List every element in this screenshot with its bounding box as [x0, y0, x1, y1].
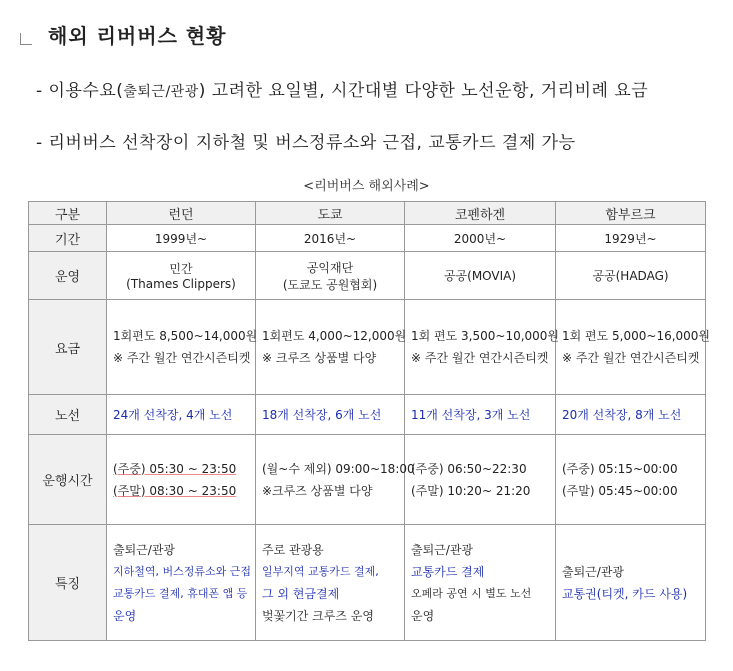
- cell-hours-hamburg: [556, 435, 706, 525]
- features-copenhagen-line4: 운영: [411, 608, 435, 623]
- features-tokyo-line1: 주로 관광용: [262, 542, 324, 557]
- bullet-pre: 이용수요(: [48, 81, 124, 101]
- hours-tokyo-line2: ※크루즈 상품별 다양: [262, 483, 373, 498]
- cell-fare-tokyo: [256, 300, 405, 395]
- header-copenhagen: 코펜하겐: [405, 202, 556, 225]
- cell-fare-london: [107, 300, 256, 395]
- riverbus-table: [28, 201, 711, 641]
- header-london: 런던: [107, 202, 256, 225]
- fare-hamburg-line2: ※ 주간 월간 연간시즌티켓: [562, 351, 700, 365]
- features-london-line3: 교통카드 결제, 휴대폰 앱 등: [113, 586, 248, 600]
- cell-route-tokyo: 18개 선착장, 6개 노선: [256, 395, 405, 435]
- row-label-features: 특징: [29, 525, 107, 641]
- cell-operation-copenhagen: 공공(MOVIA): [405, 252, 556, 300]
- row-route: [29, 395, 706, 435]
- operation-london-line1: 민간: [169, 262, 193, 276]
- fare-copenhagen-line2: ※ 주간 월간 연간시즌티켓: [411, 351, 549, 365]
- fare-copenhagen-line1: 1회 편도 3,500~10,000원: [411, 329, 560, 343]
- row-fare: [29, 300, 706, 395]
- hours-copenhagen-line2: (주말) 10:20~ 21:20: [411, 483, 531, 498]
- cell-route-hamburg: 20개 선착장, 8개 노선: [556, 395, 706, 435]
- bullet-post: ) 고려한 요일별, 시간대별 다양한 노선운항, 거리비례 요금: [198, 81, 649, 101]
- hours-copenhagen-line1: (주중) 06:50~22:30: [411, 461, 527, 476]
- cell-period-hamburg: 1929년~: [556, 225, 706, 252]
- features-tokyo-line3: 그 외 현금결제: [262, 586, 340, 601]
- row-features: [29, 525, 706, 641]
- features-tokyo-line2: 일부지역 교통카드 결제,: [262, 564, 379, 578]
- cell-route-london: 24개 선착장, 4개 노선: [107, 395, 256, 435]
- bullet-usage-demand: [36, 76, 648, 101]
- row-label-operation: 운영: [29, 252, 107, 300]
- operation-tokyo-line2: (도쿄도 공원협회): [282, 277, 378, 292]
- cell-period-copenhagen: 2000년~: [405, 225, 556, 252]
- heading-text: 해외 리버버스 현황: [48, 24, 227, 48]
- cell-fare-hamburg: [556, 300, 711, 395]
- cell-operation-tokyo: [256, 252, 405, 300]
- hours-tokyo-line1: (월~수 제외) 09:00~18:00: [262, 461, 415, 476]
- features-copenhagen-line3: 오페라 공연 시 별도 노선: [411, 586, 532, 600]
- operation-tokyo-line1: 공익재단: [306, 260, 354, 275]
- features-london-line1: 출퇴근/관광: [113, 542, 176, 557]
- bullet-proximity: - 리버버스 선착장이 지하철 및 버스정류소와 근접, 교통카드 결제 가능: [36, 133, 576, 153]
- fare-tokyo-line1: 1회편도 4,000~12,000원: [262, 329, 407, 343]
- bullet-dash: -: [36, 81, 43, 101]
- cell-period-tokyo: 2016년~: [256, 225, 405, 252]
- hours-london-line2: (주말) 08:30 ~ 23:50: [113, 483, 237, 498]
- table-caption: <리버버스 해외사례>: [303, 179, 430, 194]
- cell-fare-copenhagen: [405, 300, 560, 395]
- cell-features-london: [107, 525, 256, 641]
- row-label-hours: 운행시간: [29, 435, 107, 525]
- fare-hamburg-line1: 1회 편도 5,000~16,000원: [562, 329, 711, 343]
- operation-london-line2: (Thames Clippers): [126, 277, 236, 291]
- cell-hours-london: [107, 435, 256, 525]
- cell-features-copenhagen: [405, 525, 556, 641]
- hours-hamburg-line1: (주중) 05:15~00:00: [562, 461, 678, 476]
- hours-hamburg-line2: (주말) 05:45~00:00: [562, 483, 678, 498]
- row-hours: [29, 435, 706, 525]
- cell-period-london: 1999년~: [107, 225, 256, 252]
- features-london-line4: 운영: [113, 608, 137, 623]
- bullet-paren: 출퇴근/관광: [123, 84, 199, 100]
- section-heading: [20, 20, 227, 49]
- cell-route-copenhagen: 11개 선착장, 3개 노선: [405, 395, 556, 435]
- cell-features-tokyo: [256, 525, 405, 641]
- row-label-fare: 요금: [29, 300, 107, 395]
- features-hamburg-line1: 출퇴근/관광: [562, 564, 625, 579]
- features-copenhagen-line2: 교통카드 결제: [411, 564, 485, 579]
- features-hamburg-line2: 교통권(티켓, 카드 사용): [562, 586, 688, 601]
- cell-operation-london: [107, 252, 256, 300]
- row-label-route: 노선: [29, 395, 107, 435]
- table-header-row: [29, 202, 706, 225]
- fare-london-line2: ※ 주간 월간 연간시즌티켓: [113, 351, 251, 365]
- row-operation: [29, 252, 706, 300]
- cell-hours-copenhagen: [405, 435, 556, 525]
- features-tokyo-line4: 벚꽃기간 크루즈 운영: [262, 608, 374, 623]
- row-period: [29, 225, 706, 252]
- features-london-line2: 지하철역, 버스정류소와 근접: [113, 564, 252, 578]
- hours-london-line1: (주중) 05:30 ~ 23:50: [113, 461, 237, 476]
- fare-london-line1: 1회편도 8,500~14,000원: [113, 329, 258, 343]
- checkbox-icon: [20, 33, 32, 45]
- header-hamburg: 함부르크: [556, 202, 706, 225]
- cell-operation-hamburg: 공공(HADAG): [556, 252, 706, 300]
- cell-hours-tokyo: [256, 435, 415, 525]
- header-category: 구분: [29, 202, 107, 225]
- header-tokyo: 도쿄: [256, 202, 405, 225]
- fare-tokyo-line2: ※ 크루즈 상품별 다양: [262, 351, 377, 365]
- cell-features-hamburg: [556, 525, 706, 641]
- features-copenhagen-line1: 출퇴근/관광: [411, 542, 474, 557]
- row-label-period: 기간: [29, 225, 107, 252]
